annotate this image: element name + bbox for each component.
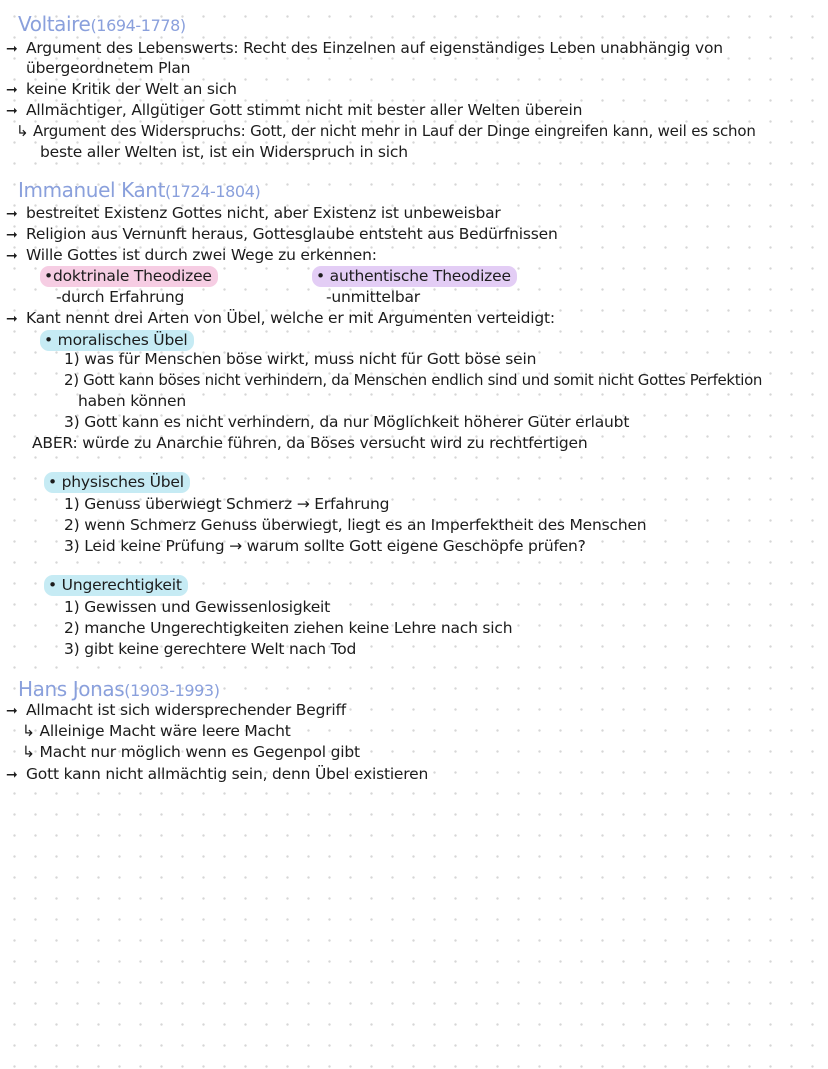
arrow-icon: ➞: [6, 227, 18, 243]
arrow-icon: ➞: [6, 41, 18, 57]
sub-arrow-icon: ↳: [16, 122, 29, 140]
heading-kant-name: Immanuel Kant: [18, 178, 166, 202]
arrow-icon: ➞: [6, 82, 18, 98]
heading-jonas-years: (1903-1993): [124, 681, 220, 700]
jonas-line-1a: ↳ Alleinige Macht wäre leere Macht: [22, 722, 291, 740]
sub-arrow-icon: ↳: [22, 743, 35, 761]
kant-moralisch-1: 1) was für Menschen böse wirkt, muss nicht für Gott böse sein: [64, 350, 537, 368]
arrow-icon: ➞: [6, 248, 18, 264]
kant-ungerecht-1: 1) Gewissen und Gewissenlosigkeit: [64, 598, 331, 616]
kant-doktrinal-sub: -durch Erfahrung: [56, 288, 185, 306]
highlight-ungerechtigkeit: • Ungerechtigkeit: [44, 575, 188, 596]
kant-moralisch-3: 3) Gott kann es nicht verhindern, da nur Möglichkeit höherer Güter erlaubt: [64, 413, 630, 431]
jonas-line-1: ➞ Allmacht ist sich widersprechender Begriff: [6, 701, 346, 719]
arrow-icon: ➞: [6, 767, 18, 783]
kant-physisch-1: 1) Genuss überwiegt Schmerz → Erfahrung: [64, 495, 390, 513]
kant-physisch-3: 3) Leid keine Prüfung → warum sollte Gott eigene Geschöpfe prüfen?: [64, 537, 586, 555]
sub-arrow-icon: ↳: [22, 722, 35, 740]
voltaire-line-4: ↳ Argument des Widerspruchs: Gott, der nicht mehr in Lauf der Dinge eingreifen kann, weil es schon: [16, 122, 756, 140]
arrow-icon: ➞: [6, 703, 18, 719]
kant-line-3: ➞ Wille Gottes ist durch zwei Wege zu erkennen:: [6, 246, 377, 264]
jonas-line-2: ➞ Gott kann nicht allmächtig sein, denn Übel existieren: [6, 765, 429, 783]
highlight-authentische-theodizee: • authentische Theodizee: [312, 266, 517, 287]
voltaire-line-4-cont: beste aller Welten ist, ist ein Widerspruch in sich: [40, 143, 408, 161]
heading-voltaire-name: Voltaire: [18, 12, 91, 36]
kant-ungerecht-2: 2) manche Ungerechtigkeiten ziehen keine Lehre nach sich: [64, 619, 513, 637]
kant-aber: ABER: würde zu Anarchie führen, da Böses versucht wird zu rechtfertigen: [32, 434, 588, 452]
kant-authentisch: [312, 266, 517, 286]
highlight-doktrinale-theodizee: •doktrinale Theodizee: [40, 266, 218, 287]
heading-jonas-name: Hans Jonas: [18, 677, 125, 701]
kant-physisch-2: 2) wenn Schmerz Genuss überwiegt, liegt es an Imperfektheit des Menschen: [64, 516, 647, 534]
highlight-moralisches-uebel: • moralisches Übel: [40, 330, 194, 351]
kant-line-2: ➞ Religion aus Vernunft heraus, Gottesglaube entsteht aus Bedürfnissen: [6, 225, 558, 243]
highlight-physisches-uebel: • physisches Übel: [44, 472, 190, 493]
kant-line-4: ➞ Kant nennt drei Arten von Übel, welche er mit Argumenten verteidigt:: [6, 309, 555, 327]
kant-moralisch: [40, 330, 194, 350]
jonas-line-1b: ↳ Macht nur möglich wenn es Gegenpol gibt: [22, 743, 360, 761]
kant-moralisch-2-cont: haben können: [78, 392, 186, 410]
arrow-icon: ➞: [6, 103, 18, 119]
kant-line-1: ➞ bestreitet Existenz Gottes nicht, aber Existenz ist unbeweisbar: [6, 204, 501, 222]
voltaire-line-3: ➞ Allmächtiger, Allgütiger Gott stimmt nicht mit bester aller Welten überein: [6, 101, 583, 119]
kant-ungerecht-3: 3) gibt keine gerechtere Welt nach Tod: [64, 640, 357, 658]
voltaire-line-1: ➞ Argument des Lebenswerts: Recht des Einzelnen auf eigenständiges Leben unabhängig von: [6, 39, 723, 57]
arrow-icon: ➞: [6, 311, 18, 327]
heading-kant-years: (1724-1804): [165, 182, 261, 201]
arrow-icon: ➞: [6, 206, 18, 222]
kant-physisch: [44, 472, 190, 492]
voltaire-line-1-cont: übergeordnetem Plan: [26, 59, 191, 77]
kant-moralisch-2: 2) Gott kann böses nicht verhindern, da Menschen endlich sind und somit nicht Gottes Perfektion: [64, 371, 763, 389]
heading-voltaire-years: (1694-1778): [90, 16, 186, 35]
heading-voltaire: [18, 12, 186, 38]
heading-kant: [18, 178, 260, 204]
kant-doktrinal: [40, 266, 218, 286]
kant-ungerechtigkeit: [44, 575, 188, 595]
kant-authentisch-sub: -unmittelbar: [326, 288, 420, 306]
voltaire-line-2: ➞ keine Kritik der Welt an sich: [6, 80, 237, 98]
